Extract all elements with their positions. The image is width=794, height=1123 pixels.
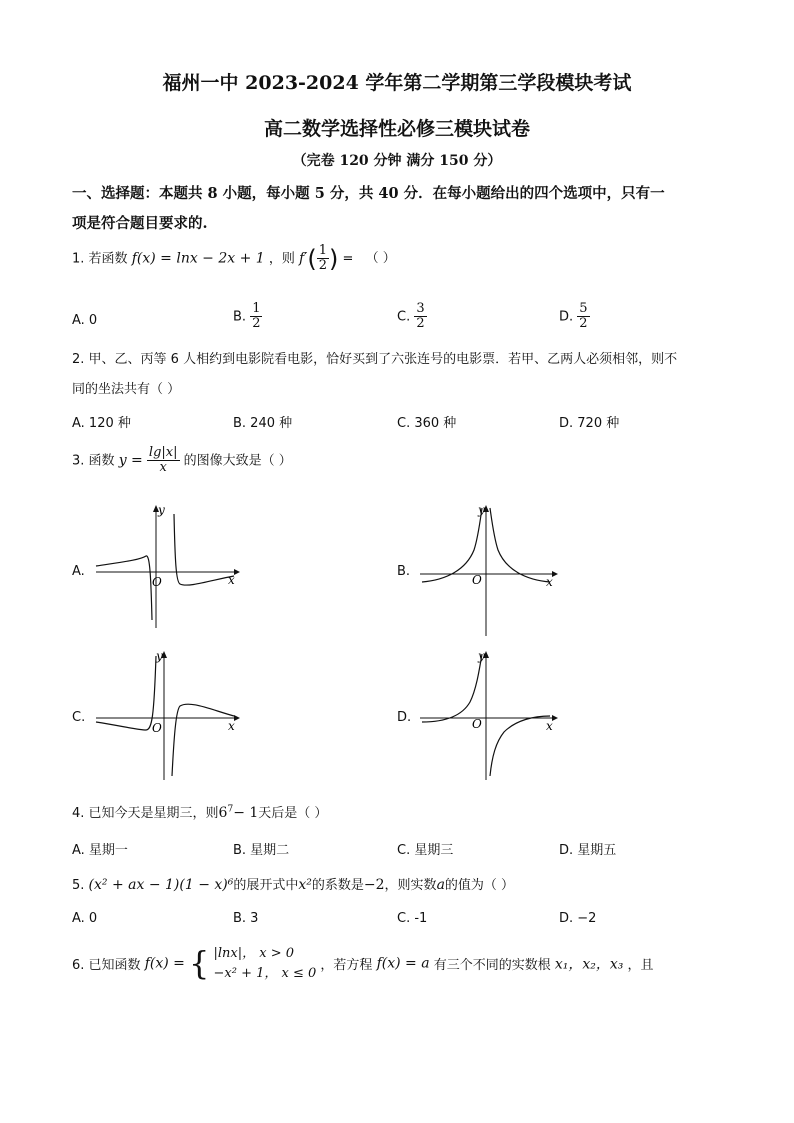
question-6-cases	[214, 944, 317, 983]
curve-right	[172, 704, 234, 776]
question-4-power: $6^7- 1$	[218, 804, 259, 821]
q3-option-b-label[interactable]: B.	[397, 564, 411, 579]
x-axis-label: x	[228, 719, 235, 733]
question-5: 5. (x² + ax − 1)(1 − x)⁶的展开式中x²的系数是−2，则实数a的值为（ ）	[72, 877, 515, 893]
question-1-eq: =	[342, 251, 354, 267]
exam-subtitle: 高二数学选择性必修三模块试卷	[263, 118, 530, 140]
q1-option-c[interactable]: C. $\frac{3}{2}$	[397, 301, 425, 332]
question-5-term: x²	[298, 877, 312, 893]
section-heading-line1: 一、选择题：本题共 8 小题，每小题 5 分，共 40 分．在每小题给出的四个选项中，只有一	[72, 185, 665, 202]
q3-graph-a[interactable]	[92, 500, 242, 634]
section-heading-line2: 项是符合题目要求的.	[72, 215, 208, 232]
x-axis-arrow	[234, 569, 240, 575]
question-1-prefix: 若函数	[88, 251, 128, 267]
origin-label: O	[152, 575, 162, 589]
question-3-prefix: 3. 函数	[72, 453, 115, 469]
y-axis-label: y	[156, 649, 163, 663]
q3-graph-b[interactable]	[416, 500, 566, 644]
origin-label: O	[472, 573, 482, 587]
q2-option-d[interactable]: D. 720 种	[559, 416, 620, 431]
question-5-value: −2	[363, 877, 385, 893]
q3-graph-c[interactable]	[92, 646, 242, 786]
q3-option-c-label[interactable]: C.	[72, 710, 86, 725]
q2-option-b[interactable]: B. 240 种	[233, 416, 293, 431]
x-axis-arrow	[234, 715, 240, 721]
q3-option-a-label[interactable]: A.	[72, 564, 85, 579]
q2-option-a[interactable]: A. 120 种	[72, 416, 131, 431]
x-axis-label: x	[228, 573, 235, 587]
question-6-prefix: 6. 已知函数	[72, 958, 141, 973]
y-axis-label: y	[478, 503, 485, 517]
question-6-case2: −x² + 1， x ≤ 0	[213, 965, 317, 981]
question-6-case1: |lnx|， x > 0	[213, 946, 295, 961]
question-3-y-eq: y =	[118, 452, 143, 469]
x-axis-label: x	[546, 719, 553, 733]
curve-left	[96, 656, 156, 730]
q5-option-b[interactable]: B. 3	[233, 911, 259, 926]
question-3-fraction: $\frac{\lg|x|}{x}$	[148, 445, 178, 476]
question-1-number: 1	[72, 251, 81, 267]
question-6: 6. 已知函数 f(x) = { |lnx|， x > 0 −x² + 1， x ≤ 0 ，若方程 f(x) = a 有三个不同的实数根 x₁，x₂，x₃ ，且	[72, 944, 654, 983]
q4-option-c[interactable]: C. 星期三	[397, 843, 454, 858]
exam-title: 福州一中 2023-2024 学年第二学期第三学段模块考试	[162, 72, 632, 94]
question-4	[72, 802, 327, 821]
question-6-roots: x₁，x₂，x₃	[554, 956, 624, 973]
question-4-prefix: 4. 已知今天是星期三，则	[72, 806, 219, 821]
question-1: 1. 若函数 f(x) = lnx − 2x + 1 ，则 f′( $\frac{1}{2}$ ) = （ ）	[72, 243, 396, 274]
question-6-equation: f(x) = a	[376, 955, 430, 972]
q3-graph-d[interactable]	[416, 646, 566, 786]
question-3-suffix: 的图像大致是（ ）	[183, 453, 292, 469]
piecewise-brace: {	[189, 944, 210, 983]
x-axis-arrow	[552, 571, 558, 577]
question-5-expression: (x² + ax − 1)(1 − x)⁶	[88, 877, 234, 893]
curve-left	[422, 508, 482, 582]
x-axis-arrow	[552, 715, 558, 721]
exam-note: （完卷 120 分钟 满分 150 分）	[292, 153, 502, 169]
question-2-line1: 2. 甲、乙、丙等 6 人相约到电影院看电影，恰好买到了六张连号的电影票．若甲、乙两人必须相邻，则不	[72, 352, 678, 367]
q5-option-a[interactable]: A. 0	[72, 911, 98, 926]
x-axis-label: x	[546, 575, 553, 589]
question-5-variable: a	[436, 877, 445, 893]
q2-option-c[interactable]: C. 360 种	[397, 416, 457, 431]
q1-option-d[interactable]: D. $\frac{5}{2}$	[559, 301, 588, 332]
curve-left	[422, 654, 482, 722]
origin-label: O	[472, 717, 482, 731]
origin-label: O	[152, 721, 162, 735]
q3-option-d-label[interactable]: D.	[397, 710, 412, 725]
q5-option-c[interactable]: C. -1	[397, 911, 428, 926]
question-2-line2: 同的坐法共有（ ）	[72, 382, 181, 397]
q1-option-a[interactable]: A. 0	[72, 313, 98, 328]
q4-option-b[interactable]: B. 星期二	[233, 843, 290, 858]
y-axis-label: y	[158, 503, 165, 517]
question-6-fx: f(x) =	[144, 955, 185, 972]
q5-option-d[interactable]: D. −2	[559, 911, 597, 926]
curve-left	[96, 556, 152, 620]
question-1-fprime: f′	[299, 250, 308, 267]
question-5-number: 5.	[72, 878, 85, 893]
curve-right	[490, 508, 550, 582]
y-axis-label: y	[478, 649, 485, 663]
question-1-half: $\frac{1}{2}$	[318, 243, 328, 274]
question-1-blank: （ ）	[365, 251, 396, 267]
question-1-function: f(x) = lnx − 2x + 1	[131, 250, 265, 267]
q4-option-a[interactable]: A. 星期一	[72, 843, 128, 858]
question-1-mid: ，则	[268, 251, 295, 267]
question-4-suffix: 天后是（ ）	[258, 806, 328, 821]
question-3	[72, 446, 292, 476]
curve-right	[174, 514, 234, 585]
q4-option-d[interactable]: D. 星期五	[559, 843, 617, 858]
curve-right	[490, 716, 550, 776]
q1-option-b[interactable]: B. $\frac{1}{2}$	[233, 301, 261, 332]
